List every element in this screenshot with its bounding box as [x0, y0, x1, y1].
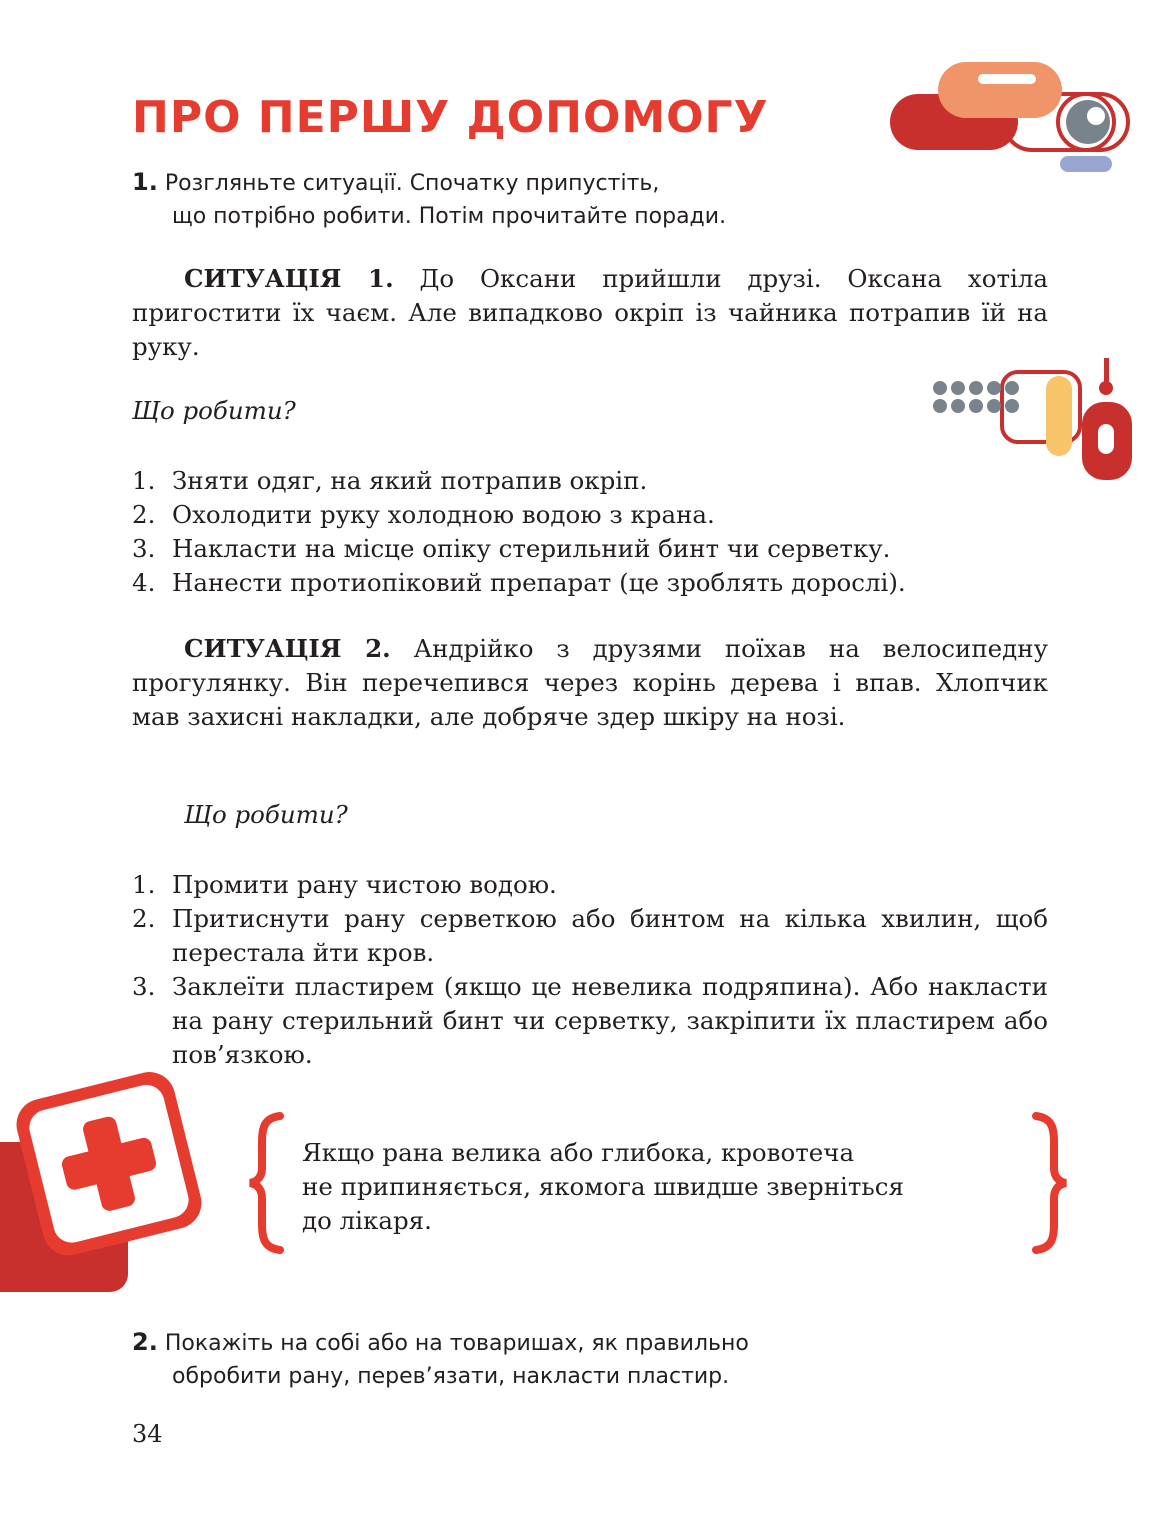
task-2-line1: Покажіть на собі або на товаришах, як правильно: [164, 1331, 749, 1356]
task-1: [132, 166, 892, 233]
task-1-number: 1.: [132, 168, 158, 196]
task-1-line1: Розгляньте ситуації. Спочатку припустіть,: [164, 171, 660, 196]
list-item: 2. Притиснути рану серветкою або бинтом на кілька хвилин, щоб перестала йти кров.: [132, 904, 1048, 967]
list-item: 2. Охолодити руку холодною водою з крана.: [132, 500, 715, 529]
page-title: ПРО ПЕРШУ ДОПОМОГУ: [132, 92, 769, 143]
situation-2-steps: [132, 868, 1048, 1072]
situation-2-heading: СИТУАЦІЯ 2.: [184, 634, 391, 663]
task-2-number: 2.: [132, 1328, 158, 1356]
list-item: 1. Зняти одяг, на який потрапив окріп.: [132, 466, 648, 495]
first-aid-kit-icon: [0, 1066, 210, 1298]
situation-1-paragraph: [132, 262, 1048, 364]
task-2: [132, 1326, 912, 1393]
list-item: 3. Накласти на місце опіку стерильний бинт чи серветку.: [132, 534, 891, 563]
left-brace-icon: [246, 1112, 286, 1254]
situation-2-paragraph: [132, 632, 1048, 734]
situation-1-heading: СИТУАЦІЯ 1.: [184, 264, 394, 293]
eye-decoration: [886, 58, 1136, 178]
situation-1-steps: [132, 464, 1048, 600]
situation-2-question: Що робити?: [184, 800, 348, 829]
situation-1-question: Що робити?: [132, 396, 296, 425]
task-2-line2: обробити рану, перев’язати, накласти пластир.: [172, 1364, 730, 1389]
note-line-3: до лікаря.: [302, 1206, 432, 1235]
situation-2-text: Андрійко з друзями поїхав на велосипедну прогулянку. Він перечепився через корінь дерева і впав. Хлопчик мав захисні накладки, але добряче здер шкіру на нозі.: [132, 634, 1048, 731]
list-item: 1. Промити рану чистою водою.: [132, 870, 557, 899]
situation-1-text: До Оксани прийшли друзі. Оксана хотіла пригостити їх чаєм. Але випадково окріп із чайника потрапив їй на руку.: [132, 264, 1049, 361]
page-number: 34: [132, 1420, 163, 1448]
list-item: 4. Нанести протиопіковий препарат (це зроблять дорослі).: [132, 568, 906, 597]
task-1-line2: що потрібно робити. Потім прочитайте поради.: [172, 204, 727, 229]
note-line-1: Якщо рана велика або глибока, кровотеча: [302, 1138, 855, 1167]
list-item: 3. Заклеїти пластирем (якщо це невелика подряпина). Або накласти на рану стерильний бинт чи серветку, закріпити їх пластирем або пов’язкою.: [132, 972, 1048, 1069]
note-line-2: не припиняється, якомога швидше зверніться: [302, 1172, 904, 1201]
right-brace-icon: [1030, 1112, 1070, 1254]
warning-note: [302, 1136, 1032, 1238]
